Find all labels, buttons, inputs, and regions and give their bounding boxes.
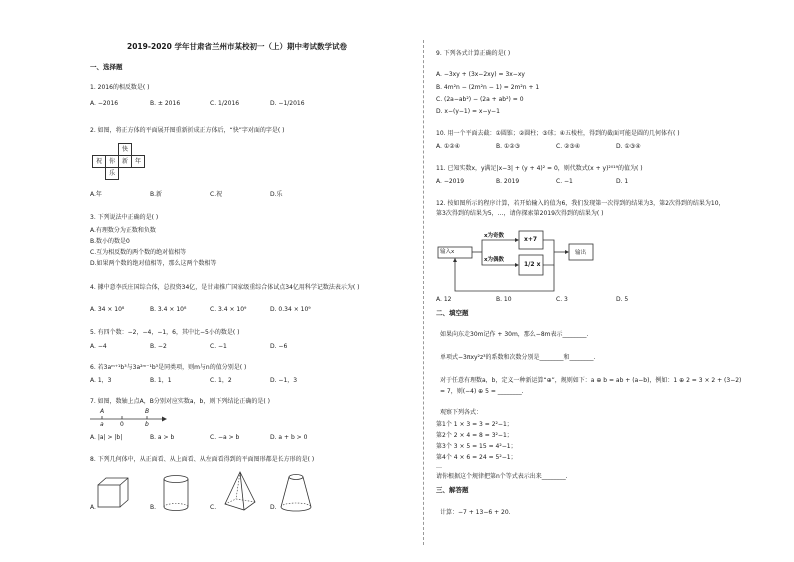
q7-option-c: C. −a > b	[210, 434, 240, 441]
q1-option-b: B. ± 2016	[150, 100, 181, 107]
fill-q4-ellipsis: …	[436, 463, 442, 470]
cylinder-solid	[160, 474, 192, 514]
flow-output-label: 输出	[575, 250, 587, 256]
pyramid-solid	[222, 470, 258, 514]
fill-q4-intro: 观察下列各式：	[440, 409, 483, 416]
q10-option-a: A. ①②④	[436, 143, 460, 150]
fill-q3-line2: = 7，则(−4) ⊕ 5 = ________.	[440, 388, 524, 395]
program-flowchart	[432, 225, 612, 297]
net-cell-nian: 年	[131, 155, 145, 168]
q1-stem: 1. 2016的相反数是( )	[90, 84, 150, 91]
q11-option-b: B. 2019	[496, 178, 520, 185]
fill-q1: 如果向东走30m记作 + 30m，那么−8m表示________.	[440, 331, 589, 338]
q11-option-c: C. −1	[556, 178, 573, 185]
flow-half: 1/2 x	[524, 261, 541, 268]
q5-stem: 5. 有四个数：−2，−4，−1，6，其中比−5小的数是( )	[90, 329, 240, 336]
net-cell-xin: 新	[118, 155, 132, 168]
q11-option-d: D. 1	[616, 178, 629, 185]
q1-option-c: C. 1/2016	[210, 100, 240, 107]
q5-option-b: B. −2	[150, 343, 167, 350]
q12-option-b: B. 10	[496, 296, 512, 303]
q8-option-a: A.	[90, 504, 96, 511]
q5-option-a: A. −4	[90, 343, 107, 350]
q10-option-c: C. ②③④	[556, 143, 581, 150]
q6-option-d: D. −1，3	[270, 377, 298, 384]
q6-option-b: B. 1，1	[150, 377, 172, 384]
section-answer-heading: 三、解答题	[436, 486, 469, 494]
fill-q4-prompt: 请你根据这个规律把第n个等式表示出来________.	[436, 473, 568, 480]
q9-option-b: B. 4m²n − (2m²n − 1) = 2m²n + 1	[436, 84, 540, 91]
q3-option-b: B.数小的数是0	[90, 238, 130, 245]
q8-option-c: C.	[210, 504, 217, 511]
q12-stem-line2: 第3次得到的结果为5，…，请你探索第2019次得到的结果为( )	[436, 210, 604, 217]
q4-option-b: B. 3.4 × 10⁸	[150, 306, 187, 313]
q10-option-d: D. ①③④	[616, 143, 641, 150]
flow-even-label: x为偶数	[484, 257, 505, 263]
q10-option-b: B. ①②③	[496, 143, 521, 150]
fill-q3-line1: 对于任意有理数a，b，定义一种新运算“⊕”，规则如下：a ⊕ b = ab + (a−b)，例如：1 ⊕ 2 = 3 × 2 + (3−2)	[440, 377, 742, 384]
q7-option-a: A. |a| > |b|	[90, 434, 123, 441]
value-b-label: b	[145, 421, 149, 428]
net-cell-ni: 你	[105, 155, 119, 168]
q10-stem: 10. 用一个平面去截：①圆锥；②圆柱；③球；④五棱柱，得到的截面可能是圆的几何体有( )	[436, 130, 680, 137]
answer-q1: 计算：−7 + 13−6 + 20.	[440, 509, 511, 516]
q12-option-d: D. 5	[616, 296, 629, 303]
q3-option-d: D.如果两个数的绝对值相等，那么这两个数相等	[90, 260, 217, 267]
flow-add-seven: x+7	[524, 236, 538, 243]
q4-option-c: C. 3.4 × 10⁹	[210, 306, 247, 313]
cube-solid	[96, 476, 130, 510]
flow-input-label: 输入x	[440, 249, 455, 255]
q3-option-a: A.有理数分为正数和负数	[90, 227, 156, 234]
q12-option-c: C. 3	[556, 296, 568, 303]
q4-stem: 4. 據中意李氏庄国综合体，总投资34亿，是甘肃推广国家级重综合体试点34亿用科学记数法表示为( )	[90, 284, 360, 291]
q6-stem: 6. 若3aᵐ⁺¹b³与3a²ᵐ⁻¹b³是同类项，则m与n的值分别是( )	[90, 364, 247, 371]
fill-q4-row3: 第3个 3 × 5 = 15 = 4²−1；	[436, 443, 517, 450]
q7-option-b: B. a > b	[150, 434, 175, 441]
q11-option-a: A. −2019	[436, 178, 465, 185]
exam-title: 2019-2020 学年甘肃省兰州市某校初一（上）期中考试数学试卷	[127, 42, 347, 51]
q1-option-d: D. −1/2016	[270, 100, 305, 107]
q2-option-d: D.乐	[270, 191, 283, 198]
frustum-solid	[278, 472, 314, 514]
q8-option-b: B.	[150, 504, 157, 511]
q6-option-c: C. 1，2	[210, 377, 232, 384]
q5-option-d: D. −6	[270, 343, 288, 350]
q9-stem: 9. 下列各式计算正确的是( )	[436, 50, 511, 57]
right-column	[420, 0, 794, 562]
section-choice-heading: 一、选择题	[90, 63, 123, 71]
q7-stem: 7. 如图，数轴上点A，B分别对应实数a，b，则下列结论正确的是( )	[90, 398, 270, 405]
point-a-label: A	[100, 408, 105, 415]
fill-q4-row4: 第4个 4 × 6 = 24 = 5²−1；	[436, 454, 517, 461]
q9-option-c: C. (2a−ab²) − (2a + ab²) = 0	[436, 96, 524, 103]
q5-option-c: C. −1	[210, 343, 227, 350]
point-b-label: B	[145, 408, 150, 415]
q4-option-d: D. 0.34 × 10⁹	[270, 306, 311, 313]
q12-option-a: A. 12	[436, 296, 452, 303]
fill-q2: 单项式−3πxy²z³的系数和次数分别是________和________.	[440, 354, 596, 361]
q9-option-d: D. x−(y−1) = x−y−1	[436, 108, 500, 115]
q1-option-a: A. −2016	[90, 100, 119, 107]
net-cell-le: 乐	[105, 167, 119, 180]
q3-option-c: C.互为相反数的两个数的绝对值相等	[90, 249, 187, 256]
q8-option-d: D.	[270, 504, 277, 511]
q7-option-d: D. a + b > 0	[270, 434, 308, 441]
q2-option-a: A.年	[90, 191, 102, 198]
q11-stem: 11. 已知实数x，y满足|x−3| + (y + 4)² = 0，则代数式(x + y)²⁰¹⁹的值为( )	[436, 165, 643, 172]
q2-option-b: B.新	[150, 191, 163, 198]
q4-option-a: A. 34 × 10⁸	[90, 306, 125, 313]
origin-label: 0	[120, 421, 124, 428]
flow-odd-label: x为奇数	[484, 233, 505, 239]
q12-stem-line1: 12. 按如图所示的程序计算，若开始输入的值为6，我们发现第一次得到的结果为3，第2次得到的结果为10，	[436, 200, 725, 207]
net-cell-zhu: 祝	[92, 155, 106, 168]
q8-stem: 8. 下列几何体中，从正面看、从上面看、从左面看得到的平面图形都是长方形的是( )	[90, 456, 315, 463]
fill-q4-row2: 第2个 2 × 4 = 8 = 3²−1；	[436, 432, 513, 439]
net-cell-kuai: 快	[118, 143, 132, 156]
q9-option-a: A. −3xy + (3x−2xy) = 3x−xy	[436, 71, 525, 78]
section-fill-heading: 二、填空题	[436, 309, 469, 317]
q2-stem: 2. 如图，将正方体的平面展开图重新折成正方体后，“快”字对面的字是( )	[90, 127, 285, 134]
q2-option-c: C.祝	[210, 191, 223, 198]
fill-q4-row1: 第1个 1 × 3 = 3 = 2²−1；	[436, 421, 513, 428]
q3-stem: 3. 下列说法中正确的是( )	[90, 214, 159, 221]
value-a-label: a	[100, 421, 104, 428]
q6-option-a: A. 1，3	[90, 377, 112, 384]
